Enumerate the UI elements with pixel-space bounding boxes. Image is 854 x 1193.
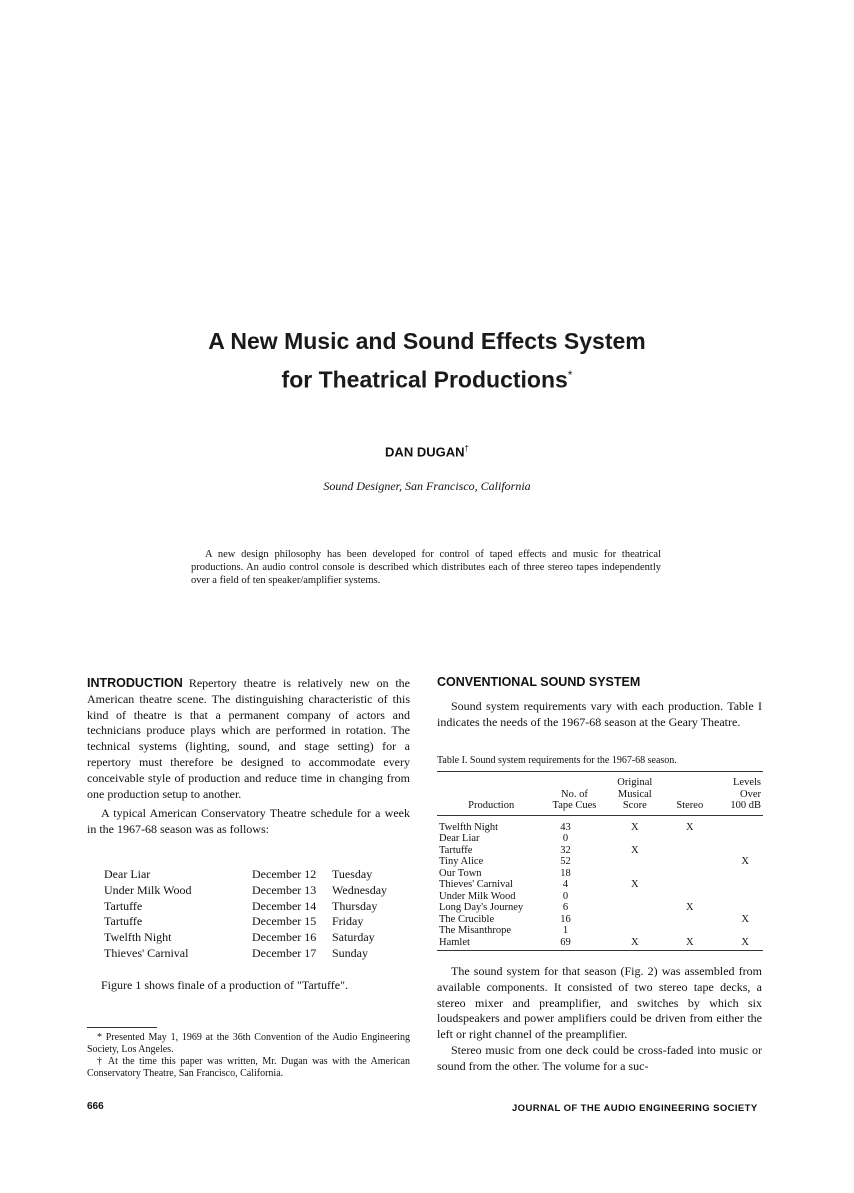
conventional-intro-text: Sound system requirements vary with each production. Table I indicates the needs of the 1967-68 season at the Geary Theatre. [437, 699, 762, 729]
table-row [437, 815, 763, 833]
author-footnote-mark: † [464, 444, 469, 453]
cell-score [604, 925, 667, 937]
cell-stereo [666, 868, 714, 880]
cell-stereo [666, 833, 714, 845]
cell-stereo: X [666, 937, 714, 951]
right-column-body [437, 964, 762, 1075]
cell-levels [714, 815, 763, 833]
header-production: Production [437, 777, 545, 815]
cell-production: The Crucible [439, 913, 495, 925]
schedule-day: Thursday [332, 898, 378, 913]
cell-score: X [631, 879, 639, 890]
requirements-table-wrapper [437, 777, 763, 951]
schedule-row [104, 883, 387, 899]
schedule-play: Thieves' Carnival [104, 945, 189, 960]
schedule-row [104, 899, 387, 915]
affiliation: Sound Designer, San Francisco, California [323, 479, 531, 493]
schedule-date: December 12 [252, 867, 317, 881]
cell-score: X [631, 844, 639, 856]
schedule-day: Tuesday [332, 867, 373, 881]
cell-levels: X [741, 913, 749, 925]
schedule-play: Tartuffe [104, 898, 143, 913]
schedule-row [104, 914, 387, 930]
header-stereo: Stereo [666, 777, 714, 815]
cell-score [604, 914, 667, 926]
table-row [437, 879, 763, 891]
figure-reference-text: Figure 1 shows finale of a production of "Tartuffe". [101, 978, 349, 992]
title-footnote-mark: * [567, 368, 573, 382]
header-tape-cues: No. of Tape Cues [545, 777, 603, 815]
cell-levels [714, 833, 763, 845]
cell-production: Thieves' Carnival [439, 879, 513, 890]
table-row [437, 833, 763, 845]
cell-score [604, 856, 667, 868]
schedule-day: Saturday [332, 930, 375, 945]
header-levels: Levels Over 100 dB [714, 777, 763, 815]
table-row [437, 902, 763, 914]
schedule-date: December 15 [252, 914, 317, 929]
cell-levels [714, 925, 763, 937]
schedule-day: Sunday [332, 945, 368, 960]
cell-cues: 16 [560, 913, 571, 925]
cell-stereo [666, 914, 714, 926]
table-row [437, 845, 763, 857]
figure-reference-paragraph [87, 978, 410, 994]
cell-levels [714, 891, 763, 903]
cell-cues: 69 [545, 937, 603, 951]
cell-cues: 0 [562, 833, 569, 844]
cell-score: X [631, 821, 639, 833]
left-column [87, 676, 410, 838]
conventional-intro-paragraph [437, 699, 762, 731]
cell-cues: 4 [562, 879, 569, 890]
table-row [437, 891, 763, 903]
cell-cues: 1 [562, 925, 569, 936]
table-row [437, 914, 763, 926]
cell-score [604, 902, 667, 914]
introduction-paragraph [87, 676, 410, 802]
cell-cues: 52 [560, 856, 571, 867]
cell-stereo [666, 845, 714, 857]
cell-stereo [666, 856, 714, 868]
sound-system-paragraph: The sound system for that season (Fig. 2) was assembled from available components. It consisted of two stereo tape decks, a stereo mixer and preamplifier, and switches by which six loudspeakers and power amplifiers could be driven from either the left or right channel of the preamplifier. [437, 964, 762, 1042]
schedule-play: Twelfth Night [104, 930, 172, 945]
cell-production: Hamlet [437, 937, 545, 951]
schedule-date: December 16 [252, 930, 317, 945]
schedule-play: Under Milk Wood [104, 882, 192, 897]
journal-name: JOURNAL OF THE AUDIO ENGINEERING SOCIETY [512, 1103, 758, 1114]
introduction-heading: INTRODUCTION [87, 676, 183, 690]
paper-title-line2-text: for Theatrical Productions [281, 366, 568, 393]
cell-levels [714, 902, 763, 914]
footnote-divider [87, 1027, 157, 1028]
page-number: 666 [87, 1101, 104, 1112]
schedule-row [104, 930, 387, 946]
footnote-author: † At the time this paper was written, Mr. Dugan was with the American Conservatory Theatre, San Francisco, California. [87, 1056, 410, 1079]
footnote-presented: * Presented May 1, 1969 at the 36th Convention of the Audio Engineering Society, Los Angeles. [87, 1032, 410, 1055]
cell-stereo: X [686, 902, 694, 913]
paper-title-line2 [0, 358, 854, 397]
cell-levels [714, 845, 763, 857]
requirements-table [437, 777, 763, 951]
cell-production: Long Day's Journey [439, 902, 524, 913]
cell-stereo [666, 891, 714, 903]
table-row [437, 937, 763, 951]
schedule-day: Wednesday [332, 882, 388, 897]
table-row [437, 868, 763, 880]
cell-cues: 32 [560, 844, 571, 856]
table-header-row [437, 777, 763, 815]
schedule-date: December 13 [252, 882, 317, 897]
footnotes [87, 1032, 410, 1080]
cell-score: X [604, 937, 667, 951]
cell-levels [714, 879, 763, 891]
cell-production: The Misanthrope [439, 925, 512, 936]
author [0, 444, 854, 459]
abstract: A new design philosophy has been developed for control of taped effects and music for theatrical productions. An audio control console is described which distributes each of three stereo tapes independently over a field of ten speaker/amplifier systems. [191, 549, 661, 586]
cell-cues: 6 [562, 902, 569, 913]
cell-stereo [666, 925, 714, 937]
table-row [437, 856, 763, 868]
schedule-date: December 14 [252, 898, 317, 913]
cell-production: Under Milk Wood [439, 890, 516, 902]
schedule-intro-paragraph: A typical American Conservatory Theatre schedule for a week in the 1967-68 season was as follows: [87, 806, 410, 837]
schedule-date: December 17 [252, 945, 317, 960]
crossfade-paragraph: Stereo music from one deck could be cross-faded into music or sound from the other. The volume for a suc- [437, 1042, 762, 1073]
cell-levels: X [714, 937, 763, 951]
header-musical-score: Original Musical Score [604, 777, 667, 815]
introduction-text: Repertory theatre is relatively new on the American theatre scene. The distinguishing characteristic of this kind of theatre is that a permanent company of actors and technicians produce plays which are performed in rotation. The technical systems (lighting, sound, and stage setting) for a repertory must therefore be designed to accommodate every conceivable style of production and reduce time in changing from one production setup to another. [87, 676, 410, 801]
cell-stereo: X [686, 821, 694, 833]
cell-levels [714, 868, 763, 880]
schedule-play: Dear Liar [104, 867, 151, 881]
cell-levels: X [741, 856, 749, 867]
cell-score [604, 868, 667, 880]
cell-cues: 18 [560, 867, 571, 879]
schedule-row [104, 867, 387, 883]
schedule-row [104, 946, 387, 962]
cell-cues: 0 [562, 890, 569, 902]
paper-title-line1: A New Music and Sound Effects System [208, 328, 646, 354]
schedule-list [104, 867, 387, 962]
author-name: DAN DUGAN [385, 444, 465, 460]
table-top-rule [437, 771, 763, 772]
schedule-play: Tartuffe [104, 914, 143, 929]
cell-production: Twelfth Night [439, 821, 499, 833]
cell-score [604, 891, 667, 903]
table-row [437, 925, 763, 937]
cell-production: Our Town [439, 867, 482, 879]
section-heading-conventional: CONVENTIONAL SOUND SYSTEM [437, 675, 641, 689]
cell-stereo [666, 879, 714, 891]
cell-production: Tiny Alice [439, 856, 484, 867]
cell-production: Tartuffe [439, 844, 473, 856]
cell-cues: 43 [560, 821, 571, 833]
table-caption: Table I. Sound system requirements for the 1967-68 season. [437, 755, 677, 766]
schedule-day: Friday [332, 914, 364, 929]
cell-production: Dear Liar [439, 833, 480, 844]
cell-score [604, 833, 667, 845]
